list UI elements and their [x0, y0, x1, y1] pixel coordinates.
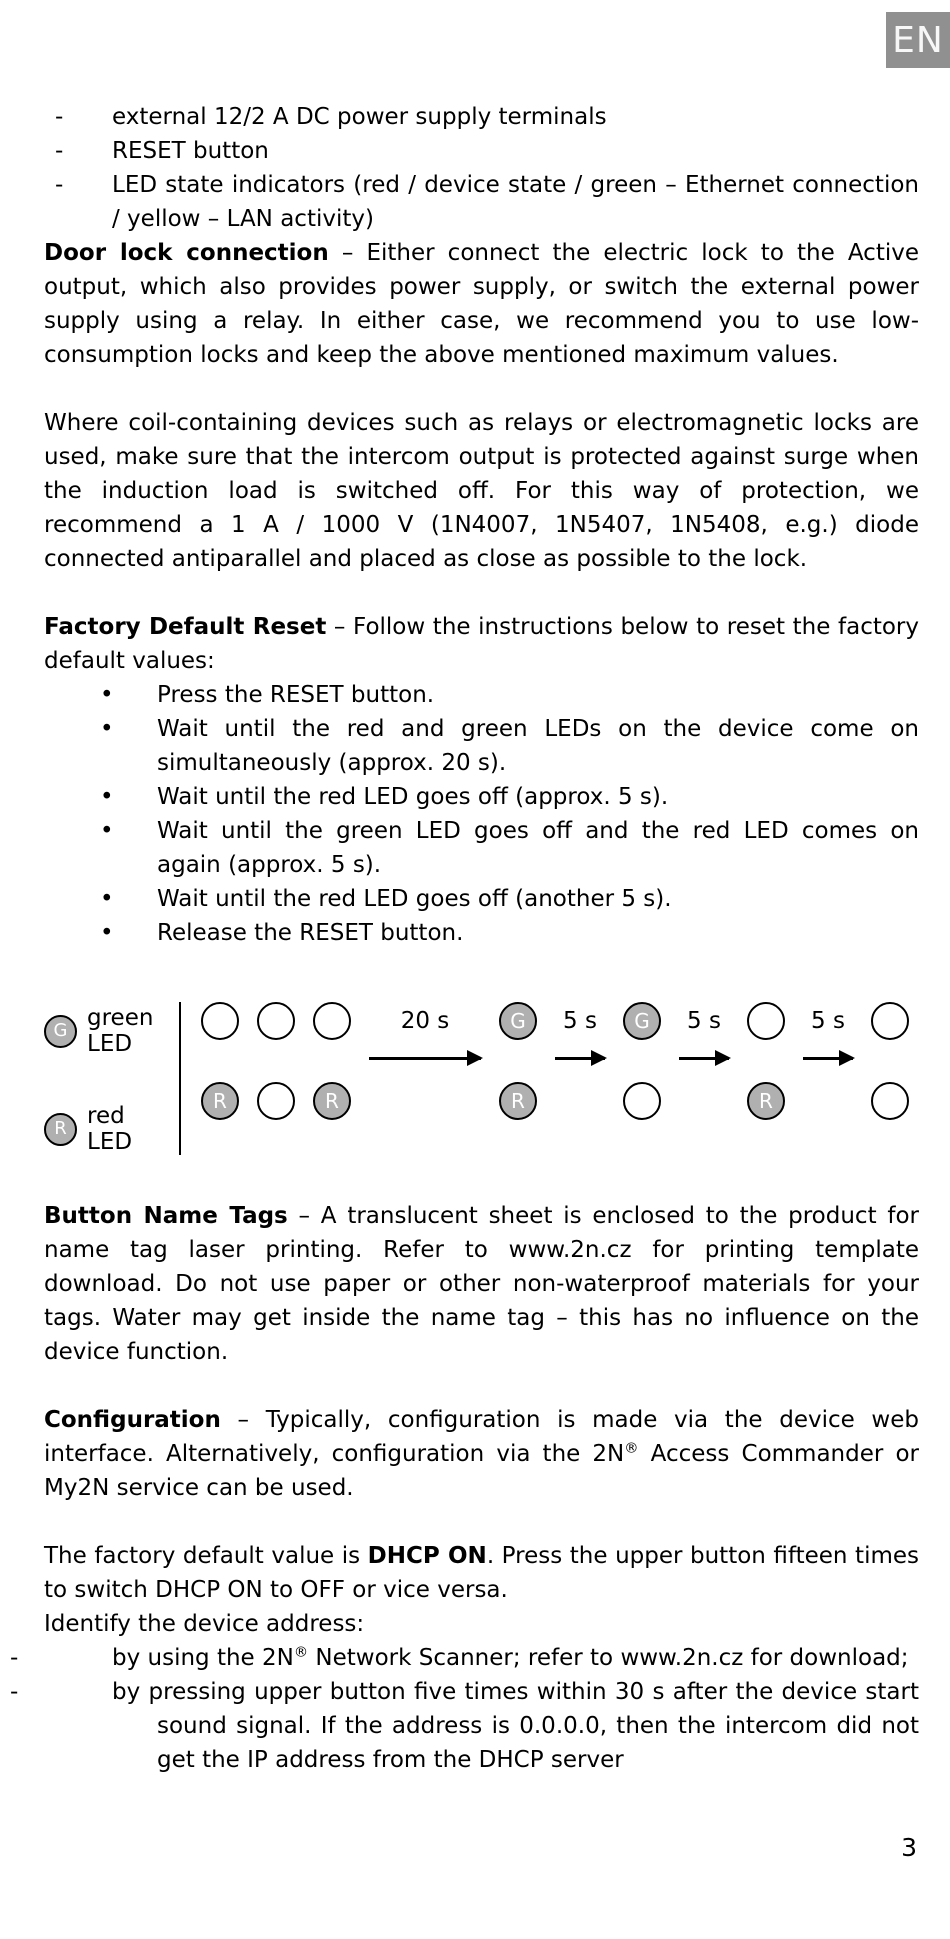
text-segment: DHCP ON [367, 1543, 487, 1569]
led-state-column [499, 1002, 537, 1120]
list-item: • Wait until the green LED goes off and the red LED comes on again (approx. 5 s). [44, 814, 919, 882]
list-item: - LED state indicators (red / device state / green – Ethernet connection / yellow – LAN activity) [44, 168, 919, 236]
right-arrow [369, 1057, 481, 1060]
led-state-column [313, 1002, 351, 1120]
list-item-text [112, 1645, 909, 1671]
paragraph-lead-bold: Button Name Tags [44, 1203, 288, 1229]
address-method-list [44, 1641, 919, 1777]
text-segment: . Press the upper button fifteen times to switch DHCP ON to OFF or vice versa. [44, 1543, 919, 1603]
text-segment: The factory default value is [44, 1543, 368, 1569]
text-segment: Access Commander or My2N service can be used. [44, 1441, 919, 1501]
door-lock-paragraph [44, 236, 919, 372]
led-off-circle [257, 1082, 295, 1120]
list-item: - RESET button [44, 134, 919, 168]
arrow-duration-label: 5 s [687, 1008, 721, 1034]
arrow-column [679, 1002, 729, 1060]
paragraph-text: – Follow the instructions below to reset the factory default values: [44, 614, 919, 674]
list-item: • Wait until the red and green LEDs on the device come on simultaneously (approx. 20 s). [44, 712, 919, 780]
arrow-column [555, 1002, 605, 1060]
text-segment: Configuration [44, 1407, 221, 1433]
list-item: • Release the RESET button. [44, 916, 919, 950]
paragraph-text: – A translucent sheet is enclosed to the product for name tag laser printing. Refer to www.2n.cz for printing template download. Do not use paper or other non-waterproof materials for your tags. Water may get inside the name tag – this has no influence on the device function. [44, 1203, 919, 1365]
paragraph-text: – Either connect the electric lock to the Active output, which also provides power supply, or switch the external power supply using a relay. In either case, we recommend you to use low-consumption locks and keep the above mentioned maximum values. [44, 240, 920, 368]
led-sequence-diagram [44, 1002, 919, 1155]
arrow-duration-label: 5 s [811, 1008, 845, 1034]
paragraph-text: Where coil-containing devices such as relays or electromagnetic locks are used, make sure that the intercom output is protected against surge when the induction load is switched off. For this way of protection, we recommend a 1 A / 1000 V (1N4007, 1N5407, 1N5408, e.g.) diode connected antiparallel and placed as close as possible to the lock. [44, 410, 919, 572]
list-item-text [112, 1679, 919, 1773]
led-off-circle [623, 1082, 661, 1120]
registered-trademark-sup: ® [624, 1440, 639, 1457]
arrow-duration-label: 5 s [563, 1008, 597, 1034]
led-off-circle [871, 1082, 909, 1120]
list-item: - external 12/2 A DC power supply terminals [44, 100, 919, 134]
led-sequence [201, 1002, 919, 1120]
language-badge: EN [886, 12, 950, 68]
diagram-separator-line [179, 1002, 181, 1155]
led-off-circle [201, 1002, 239, 1040]
legend-row-r-led [44, 1103, 165, 1155]
factory-reset-paragraph [44, 610, 919, 678]
registered-trademark-sup: ® [293, 1644, 309, 1661]
led-off-circle [871, 1002, 909, 1040]
led-off-circle [313, 1002, 351, 1040]
identify-address-line: Identify the device address: [44, 1611, 365, 1637]
list-item: • Press the RESET button. [44, 678, 919, 712]
led-r-on-circle: R [499, 1082, 537, 1120]
led-r-on-circle: R [201, 1082, 239, 1120]
top-feature-list [44, 100, 919, 236]
reset-steps-list [44, 678, 919, 950]
arrow-column [369, 1002, 481, 1060]
led-state-column [871, 1002, 909, 1120]
arrow-duration-label: 20 s [400, 1008, 450, 1034]
list-item [44, 1675, 919, 1777]
legend-row-g-led [44, 1005, 165, 1057]
led-state-column [623, 1002, 661, 1120]
led-state-column [201, 1002, 239, 1120]
right-arrow [555, 1057, 605, 1060]
text-segment: Network Scanner; refer to www.2n.cz for download; [308, 1645, 909, 1671]
led-g-on-circle: G [623, 1002, 661, 1040]
surge-protection-paragraph [44, 406, 919, 576]
text-segment: by pressing upper button five times within 30 s after the device start sound signal. If the address is 0.0.0.0, then the intercom did not get the IP address from the DHCP server [112, 1679, 919, 1773]
configuration-paragraph [44, 1403, 919, 1505]
page-number: 3 [901, 1833, 917, 1862]
button-name-tags-paragraph [44, 1199, 919, 1369]
led-r-on-circle: R [313, 1082, 351, 1120]
led-g-on-circle: G [44, 1015, 77, 1048]
list-item [44, 1641, 919, 1675]
text-segment: by using the 2N [112, 1645, 294, 1671]
right-arrow [679, 1057, 729, 1060]
legend-label: red LED [87, 1103, 133, 1155]
led-g-on-circle: G [499, 1002, 537, 1040]
text-segment: – Typically, configuration is made via the device web interface. Alternatively, configuration via the 2N [44, 1407, 919, 1467]
list-item: • Wait until the red LED goes off (approx. 5 s). [44, 780, 919, 814]
diagram-legend [44, 1005, 179, 1155]
dhcp-paragraph [44, 1539, 919, 1607]
led-r-on-circle: R [747, 1082, 785, 1120]
arrow-column [803, 1002, 853, 1060]
paragraph-lead-bold: Factory Default Reset [44, 614, 327, 640]
led-r-on-circle: R [44, 1113, 77, 1146]
list-item: • Wait until the red LED goes off (another 5 s). [44, 882, 919, 916]
legend-label: green LED [87, 1005, 154, 1057]
led-off-circle [257, 1002, 295, 1040]
paragraph-lead-bold: Door lock connection [44, 240, 329, 266]
led-state-column [257, 1002, 295, 1120]
right-arrow [803, 1057, 853, 1060]
led-off-circle [747, 1002, 785, 1040]
led-state-column [747, 1002, 785, 1120]
